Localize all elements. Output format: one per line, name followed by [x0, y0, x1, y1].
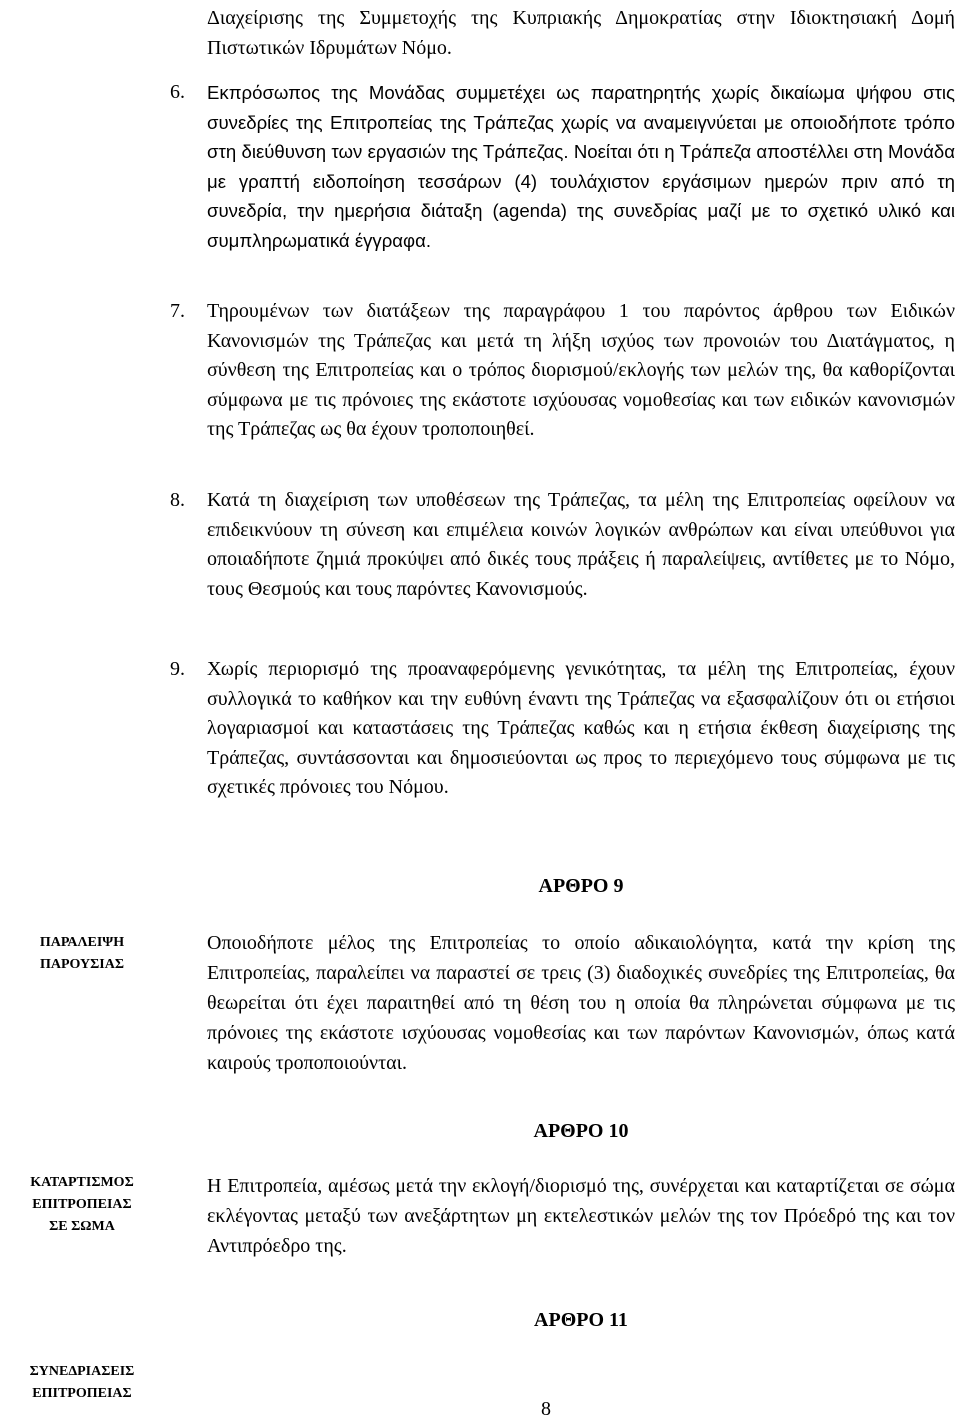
paragraph-7 [170, 297, 955, 445]
paragraph-number: 6. [170, 81, 185, 103]
article-9-side-heading [12, 932, 152, 976]
paragraph-text: Εκπρόσωπος της Μονάδας συμμετέχει ως παρατηρητής χωρίς δικαίωμα ψήφου στις συνεδρίες της Επιτροπείας της Τράπεζας χωρίς να αναμειγνύεται με οποιοδήποτε τρόπο στη διεύθυνση των εργασιών της Τράπεζας. Νοείται ότι η Τράπεζα αποστέλλει στη Μονάδα με γραπτή ειδοποίηση τεσσάρων (4) τουλάχιστον εργάσιμων ημερών πριν από τη συνεδρία, την ημερήσια διάταξη (agenda) της συνεδρίας μαζί με το σχετικό υλικό και συμπληρωματικά έγγραφα. [207, 82, 955, 251]
side-heading-line: ΠΑΡΟΥΣΙΑΣ [39, 957, 125, 972]
article-10-heading: ΑΡΘΡΟ 10 [533, 1120, 629, 1142]
paragraph-text: Κατά τη διαχείριση των υποθέσεων της Τράπεζας, τα μέλη της Επιτροπείας οφείλουν να επιδεικνύουν τη σύνεση και επιμέλεια κοινών λογικών ανθρώπων και είναι υπεύθυνοι για οποιαδήποτε ζημιά προκύψει από δικές τους πράξεις ή παραλείψεις, αντίθετες με το Νόμο, τους Θεσμούς και τους παρόντες Κανονισμούς. [207, 489, 955, 600]
article-10-side-heading [12, 1172, 152, 1238]
side-heading-line: ΠΑΡΑΛΕΙΨΗ [39, 935, 125, 950]
article-9-heading: ΑΡΘΡΟ 9 [538, 875, 624, 897]
paragraph-number: 7. [170, 300, 185, 322]
side-heading-line: ΚΑΤΑΡΤΙΣΜΟΣ [30, 1175, 134, 1190]
side-heading-line: ΣΕ ΣΩΜΑ [49, 1219, 115, 1234]
paragraph-9 [170, 655, 955, 803]
side-heading-line: ΕΠΙΤΡΟΠΕΙΑΣ [32, 1197, 132, 1212]
paragraph-text: Τηρουμένων των διατάξεων της παραγράφου 1 του παρόντος άρθρου των Ειδικών Κανονισμών της Τράπεζας και μετά τη λήξη ισχύος των προνοιών του Διατάγματος, η σύνθεση της Επιτροπείας και ο τρόπος διορισμού/εκλογής των μελών της, θα καθορίζονται σύμφωνα με τις πρόνοιες της εκάστοτε ισχύουσας νομοθεσίας και των ειδικών κανονισμών της Τράπεζας ως θα έχουν τροποποιηθεί. [207, 300, 955, 440]
article-10-text: Η Επιτροπεία, αμέσως μετά την εκλογή/διορισμό της, συνέρχεται και καταρτίζεται σε σώμα εκλέγοντας μεταξύ των ανεξάρτητων μη εκτελεστικών μελών της τον Πρόεδρό της και τον Αντιπρόεδρο της. [207, 1175, 955, 1257]
page-number: 8 [541, 1398, 551, 1420]
paragraph-8 [170, 486, 955, 604]
article-9-text: Οποιοδήποτε μέλος της Επιτροπείας το οποίο αδικαιολόγητα, κατά την κρίση της Επιτροπείας, παραλείπει να παραστεί σε τρεις (3) διαδοχικές συνεδρίες της Επιτροπείας, θα θεωρείται ότι έχει παραιτηθεί από τη θέση του η οποία θα πληρώνεται σύμφωνα με τις πρόνοιες της εκάστοτε ισχύουσας νομοθεσίας και των παρόντων Κανονισμών, όπως κατά καιρούς τροποποιούνται. [207, 932, 955, 1074]
side-heading-line: ΣΥΝΕΔΡΙΑΣΕΙΣ [29, 1364, 135, 1379]
intro-continuation: Διαχείρισης της Συμμετοχής της Κυπριακής Δημοκρατίας στην Ιδιοκτησιακή Δομή Πιστωτικών Ιδρυμάτων Νόμο. [207, 7, 955, 59]
paragraph-number: 8. [170, 489, 185, 511]
article-11-heading: ΑΡΘΡΟ 11 [534, 1309, 628, 1331]
paragraph-6 [170, 78, 955, 255]
paragraph-text: Χωρίς περιορισμό της προαναφερόμενης γενικότητας, τα μέλη της Επιτροπείας, έχουν συλλογικά το καθήκον και την ευθύνη έναντι της Τράπεζας να εξασφαλίζουν ότι οι ετήσιοι λογαριασμοί και καταστάσεις της Τράπεζας καθώς και η ετήσια έκθεση διαχείρισης της Τράπεζας, συντάσσονται και δημοσιεύονται ως προς το περιεχόμενο τους σύμφωνα με τις σχετικές πρόνοιες του Νόμου. [207, 658, 955, 798]
paragraph-number: 9. [170, 658, 185, 680]
side-heading-line: ΕΠΙΤΡΟΠΕΙΑΣ [32, 1386, 132, 1401]
